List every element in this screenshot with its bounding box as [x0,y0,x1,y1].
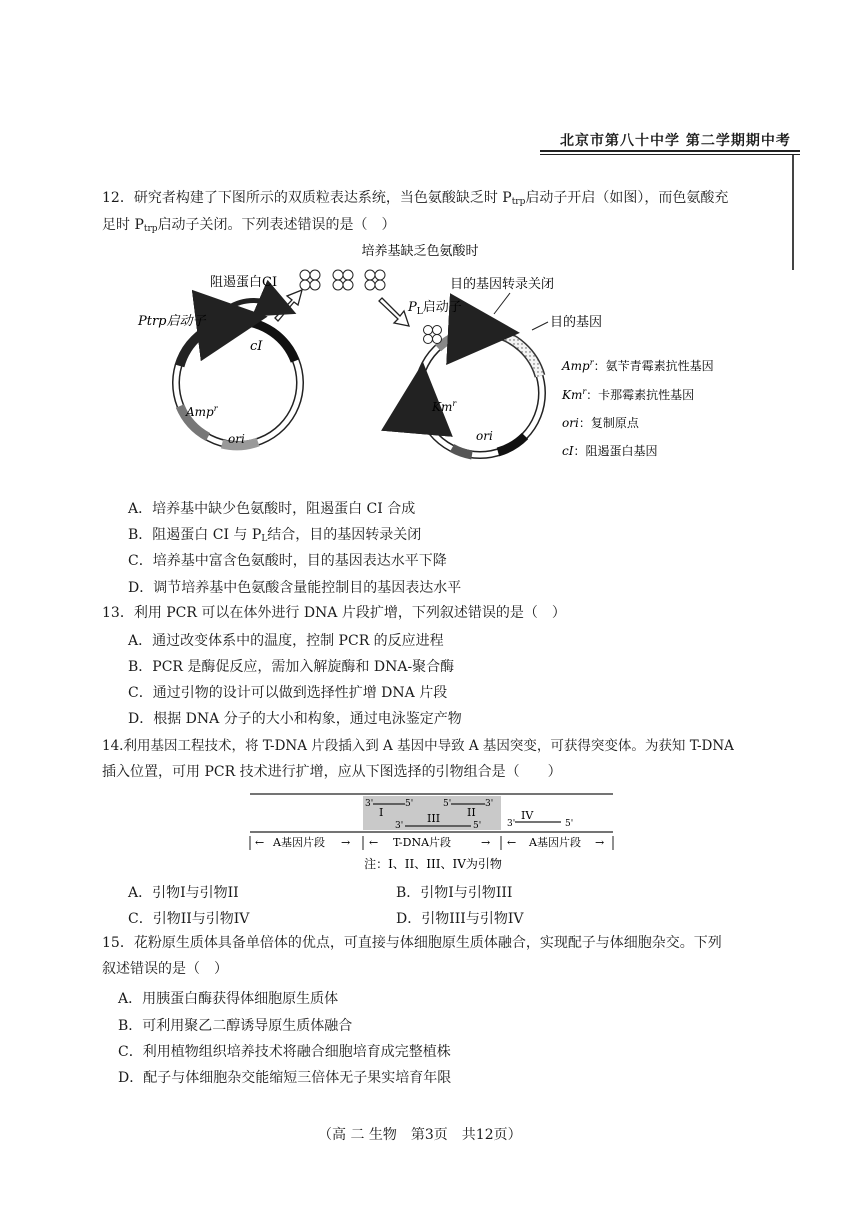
q12-stem-line1 [102,185,728,215]
figure-legend [561,358,714,458]
seg-right-label: A基因片段 [529,836,581,849]
arrow-right-icon: → [481,836,491,849]
q13-option-b: B．PCR 是酶促反应，需加入解旋酶和 DNA-聚合酶 [128,659,455,675]
arrow-left-icon: ← [255,836,265,849]
repressor-protein-icons [300,270,385,290]
hollow-arrow-icon [379,298,409,326]
legend-ci: cI：阻遏蛋白基因 [562,444,658,458]
q12-text: 足时 P [102,217,144,233]
km-label: Km$^r$ [432,399,457,414]
margin-rule [792,155,794,270]
ori-left-label: ori [228,432,245,446]
leader-line [494,293,510,314]
target-gene-label: 目的基因 [550,315,603,330]
q12-option-b-text: B．阻遏蛋白 CI 与 P [128,527,262,543]
q12-text: 启动子关闭。下列表述错误的是（ ） [157,217,396,233]
legend-km: Km$^r$：卡那霉素抗性基因 [562,387,695,402]
primer-end: 5' [405,799,414,809]
arrow-right-icon: → [341,836,351,849]
q15-option-c: C．利用植物组织培养技术将融合细胞培育成完整植株 [118,1044,451,1060]
primer-end: 5' [565,819,574,829]
seg-left-label: A基因片段 [273,836,325,849]
q15-option-a: A．用胰蛋白酶获得体细胞原生质体 [118,991,339,1007]
page-footer: （高 二 生物 第3页 共12页） [318,1127,522,1143]
leader-line [532,322,548,330]
primer-end: 3' [395,821,404,831]
q14-stem-line2: 插入位置，可用 PCR 技术进行扩增，应从下图选择的引物组合是（ ） [102,764,562,780]
arrow-left-icon: ← [369,836,379,849]
pcr-primer-figure [245,788,620,876]
q13-option-c: C．通过引物的设计可以做到选择性扩增 DNA 片段 [128,685,448,701]
primer-III-label: III [427,812,441,825]
primer-end: 3' [507,819,516,829]
arrow-left-icon: ← [507,836,517,849]
primer-II-label: II [467,806,476,819]
q12-option-b [128,524,421,544]
q14-option-d: D．引物III与引物IV [396,911,524,927]
pl-label: $P_L$启动子 [408,300,462,317]
q12-text: 启动子开启（如图），而色氨酸充 [525,190,729,206]
q12-option-b-text: 结合，目的基因转录关闭 [267,527,422,543]
ci-label: cI [250,339,263,354]
ori-right-label: ori [476,429,493,443]
q13-option-a: A．通过改变体系中的温度，控制 PCR 的反应进程 [128,633,444,649]
seg-mid-label: T-DNA片段 [393,836,452,849]
q13-stem: 13．利用 PCR 可以在体外进行 DNA 片段扩增，下列叙述错误的是（ ） [102,605,566,621]
repressor-label: 阻遏蛋白CI [210,275,278,290]
q12-option-b-sub: L [261,534,268,544]
q13-option-d: D．根据 DNA 分子的大小和构象，通过电泳鉴定产物 [128,711,462,727]
q12-sub: trp [511,197,526,207]
q15-stem-line2: 叙述错误的是（ ） [102,961,228,977]
hollow-arrow-icon [275,290,302,321]
primer-IV-label: IV [521,809,534,822]
fig-top-caption: 培养基缺乏色氨酸时 [361,244,479,259]
arrow-right-icon: → [595,836,605,849]
page-header-title: 北京市第八十中学 第二学期期中考 [560,133,791,149]
primer-I-label: I [379,806,384,819]
primer-end: 3' [365,799,374,809]
q12-option-c: C．培养基中富含色氨酸时，目的基因表达水平下降 [128,553,447,569]
plasmid-figure [120,238,720,478]
q12-option-d: D．调节培养基中色氨酸含量能控制目的基因表达水平 [128,580,462,596]
header-rule [540,150,800,155]
legend-amp: Amp$^r$：氨苄青霉素抗性基因 [562,358,714,373]
primer-end: 5' [443,799,452,809]
q15-option-d: D．配子与体细胞杂交能缩短三倍体无子果实培育年限 [118,1070,452,1086]
q12-option-a: A．培养基中缺少色氨酸时，阻遏蛋白 CI 合成 [128,501,416,517]
primer-end: 5' [473,821,482,831]
ptrp-label: Ptrp启动子 [138,314,206,329]
transcription-off-label: 目的基因转录关闭 [450,277,555,292]
q14-option-b: B．引物I与引物III [396,885,513,901]
q15-option-b: B．可利用聚乙二醇诱导原生质体融合 [118,1018,353,1034]
amp-label: Amp$^r$ [186,404,218,419]
figure-note: 注：I、II、III、IV为引物 [364,857,502,871]
q12-sub: trp [143,224,158,234]
q14-option-a: A．引物I与引物II [128,885,239,901]
q14-stem-line1: 14.利用基因工程技术，将 T-DNA 片段插入到 A 基因中导致 A 基因突变，可获得突变体。为获知 T-DNA [102,738,734,754]
legend-ori: ori：复制原点 [562,416,639,430]
primer-end: 3' [485,799,494,809]
q12-text: 12．研究者构建了下图所示的双质粒表达系统，当色氨酸缺乏时 P [102,190,512,206]
q15-stem-line1: 15．花粉原生质体具备单倍体的优点，可直接与体细胞原生质体融合，实现配子与体细胞杂交。下列 [102,935,722,951]
q14-option-c: C．引物II与引物IV [128,911,250,927]
